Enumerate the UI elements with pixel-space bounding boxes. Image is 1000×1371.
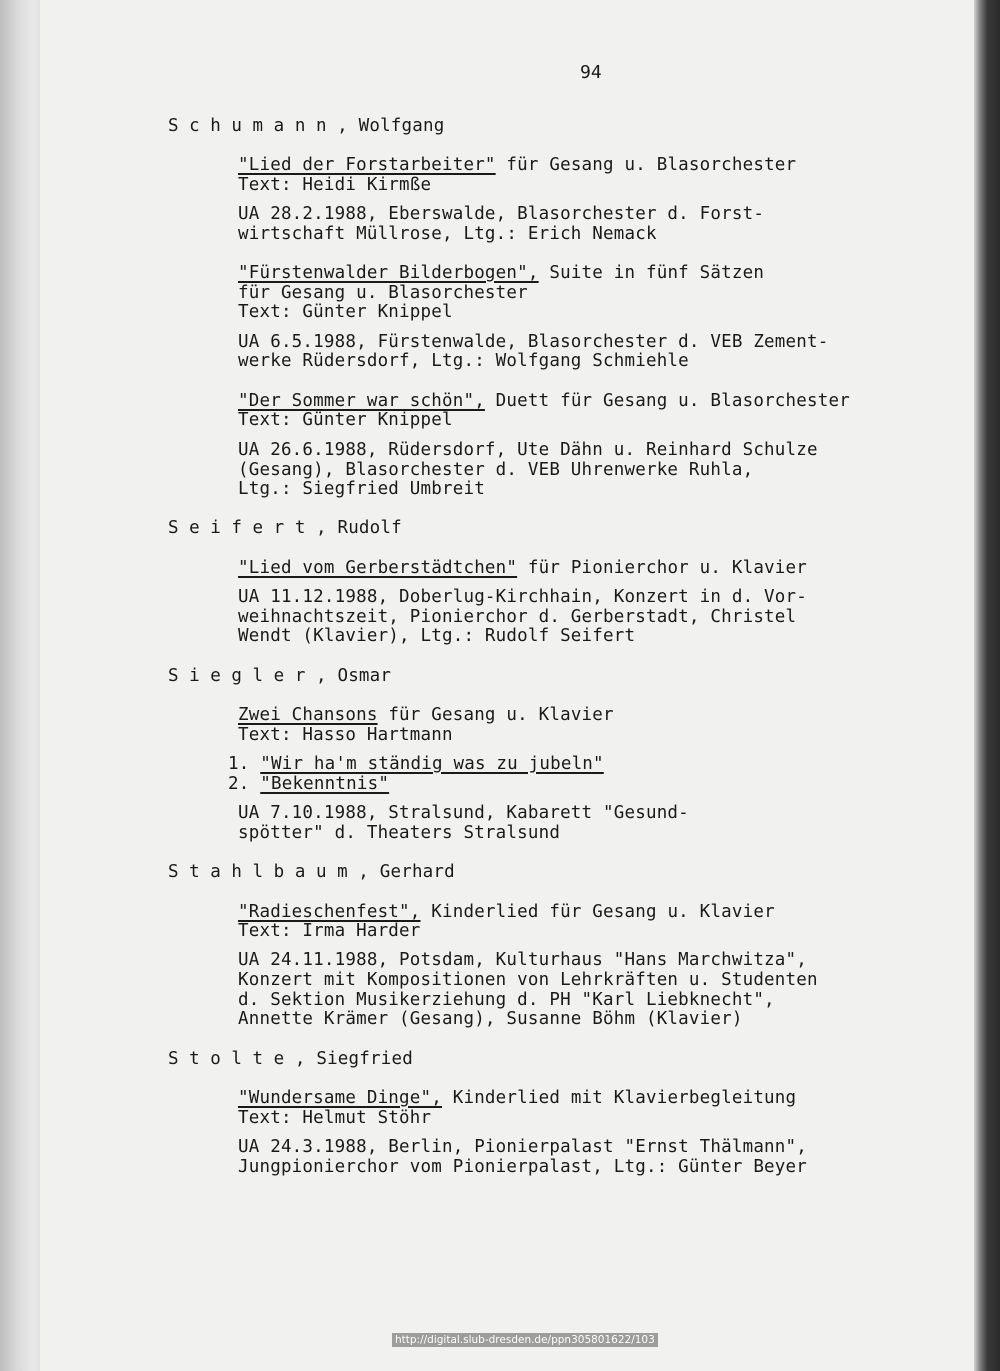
work-title-line: "Lied vom Gerberstädtchen" für Pionierchor u. Klavier xyxy=(238,558,808,578)
work-title-line: "Lied der Forstarbeiter" für Gesang u. Blasorchester xyxy=(238,155,797,175)
composer-heading: Stahlbaum, Gerhard xyxy=(168,862,455,882)
work-title-line: "Radieschenfest", Kinderlied für Gesang u. Klavier xyxy=(238,902,775,922)
work-description: für Gesang u. Blasorchester xyxy=(238,283,528,303)
premiere-line: wirtschaft Müllrose, Ltg.: Erich Nemack xyxy=(238,224,657,244)
list-item: 1. "Wir ha'm ständig was zu jubeln" xyxy=(228,754,604,774)
work-lyricist: Text: Irma Harder xyxy=(238,921,421,941)
premiere-line: UA 24.3.1988, Berlin, Pionierpalast "Ernst Thälmann", xyxy=(238,1137,808,1157)
premiere-line: d. Sektion Musikerziehung d. PH "Karl Liebknecht", xyxy=(238,990,775,1010)
work-title-line: "Fürstenwalder Bilderbogen", Suite in fünf Sätzen xyxy=(238,263,765,283)
work-lyricist: Text: Günter Knippel xyxy=(238,410,453,430)
work-lyricist: Text: Helmut Stöhr xyxy=(238,1108,432,1128)
work-lyricist: Text: Günter Knippel xyxy=(238,302,453,322)
premiere-line: (Gesang), Blasorchester d. VEB Uhrenwerke Ruhla, xyxy=(238,460,754,480)
premiere-line: UA 24.11.1988, Potsdam, Kulturhaus "Hans Marchwitza", xyxy=(238,950,808,970)
premiere-line: werke Rüdersdorf, Ltg.: Wolfgang Schmiehle xyxy=(238,351,689,371)
premiere-line: UA 7.10.1988, Stralsund, Kabarett "Gesund- xyxy=(238,803,689,823)
premiere-line: UA 6.5.1988, Fürstenwalde, Blasorchester d. VEB Zement- xyxy=(238,332,829,352)
premiere-line: Konzert mit Kompositionen von Lehrkräften u. Studenten xyxy=(238,970,818,990)
work-title-line: "Wundersame Dinge", Kinderlied mit Klavierbegleitung xyxy=(238,1088,797,1108)
premiere-line: Annette Krämer (Gesang), Susanne Böhm (Klavier) xyxy=(238,1009,743,1029)
composer-heading: Schumann, Wolfgang xyxy=(168,116,445,136)
composer-heading: Stolte, Siegfried xyxy=(168,1049,413,1069)
premiere-line: spötter" d. Theaters Stralsund xyxy=(238,823,561,843)
premiere-line: weihnachtszeit, Pionierchor d. Gerberstadt, Christel xyxy=(238,607,797,627)
work-lyricist: Text: Hasso Hartmann xyxy=(238,725,453,745)
premiere-line: UA 28.2.1988, Eberswalde, Blasorchester d. Forst- xyxy=(238,204,765,224)
work-lyricist: Text: Heidi Kirmße xyxy=(238,175,432,195)
book-spine-shadow xyxy=(972,0,1000,1371)
work-title-line: "Der Sommer war schön", Duett für Gesang u. Blasorchester xyxy=(238,391,850,411)
composer-heading: Siegler, Osmar xyxy=(168,666,392,686)
list-item: 2. "Bekenntnis" xyxy=(228,774,390,794)
premiere-line: UA 11.12.1988, Doberlug-Kirchhain, Konzert in d. Vor- xyxy=(238,587,808,607)
source-url: http://digital.slub-dresden.de/ppn305801622/103 xyxy=(392,1333,658,1347)
document-page xyxy=(40,0,974,1371)
page-number: 94 xyxy=(580,62,602,83)
premiere-line: Ltg.: Siegfried Umbreit xyxy=(238,479,485,499)
premiere-line: Jungpionierchor vom Pionierpalast, Ltg.: Günter Beyer xyxy=(238,1157,808,1177)
composer-heading: Seifert, Rudolf xyxy=(168,518,402,538)
premiere-line: Wendt (Klavier), Ltg.: Rudolf Seifert xyxy=(238,626,636,646)
work-title-line: Zwei Chansons für Gesang u. Klavier xyxy=(238,705,614,725)
premiere-line: UA 26.6.1988, Rüdersdorf, Ute Dähn u. Reinhard Schulze xyxy=(238,440,818,460)
